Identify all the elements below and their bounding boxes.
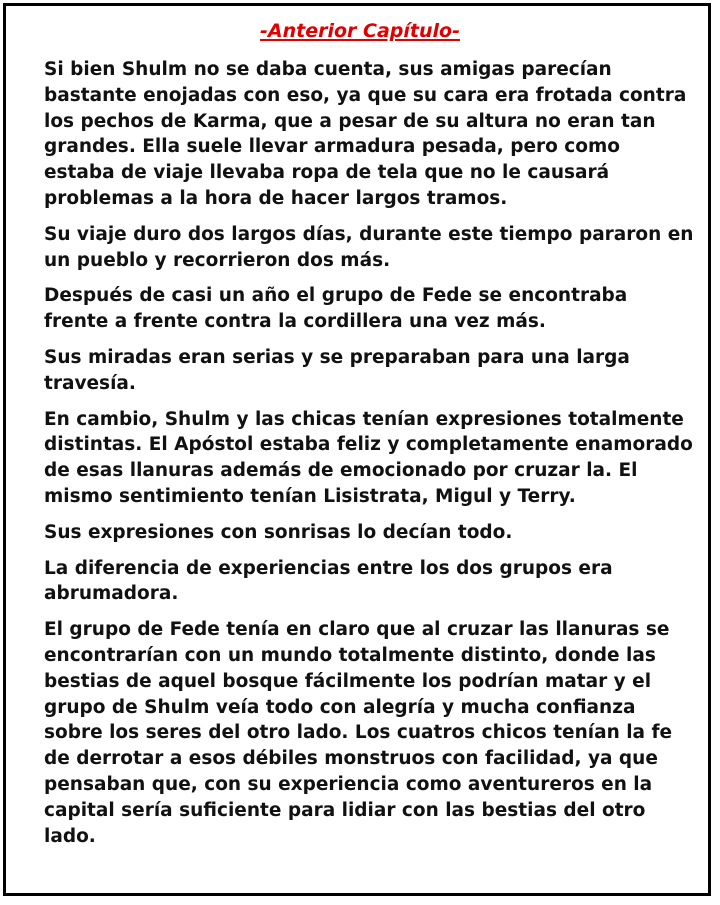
paragraph-6: Sus expresiones con sonrisas lo decían todo. bbox=[44, 521, 513, 543]
paragraph-3: Después de casi un año el grupo de Fede se encontraba frente a frente contra la cordillera una vez más. bbox=[44, 285, 628, 333]
paragraph-1: Si bien Shulm no se daba cuenta, sus amigas parecían bastante enojadas con eso, ya que su cara era frotada contra los pechos de Karma, que a pesar de su altura no eran tan grandes. Ella suele llevar armadura pesada, pero como estaba de viaje llevaba ropa de tela que no le causará problemas a la hora de hacer largos tramos. bbox=[44, 59, 687, 209]
paragraph-5: En cambio, Shulm y las chicas tenían expresiones totalmente distintas. El Apóstol estaba feliz y completamente enamorado de esas llanuras además de emocionado por cruzar la. El mismo sentimiento tenían Lisistrata, Migul y Terry. bbox=[44, 408, 693, 507]
paragraph-2: Su viaje duro dos largos días, durante este tiempo pararon en un pueblo y recorrieron dos más. bbox=[44, 223, 694, 271]
chapter-title: -Anterior Capítulo- bbox=[260, 20, 460, 42]
paragraph-8: El grupo de Fede tenía en claro que al cruzar las llanuras se encontrarían con un mundo totalmente distinto, donde las bestias de aquel bosque fácilmente los podrían matar y el grupo de Shulm veía todo con alegría y mucha confianza sobre los seres del otro lado. Los cuatros chicos tenían la fe de derrotar a esos débiles monstruos con facilidad, ya que pensaban que, con su experiencia como aventureros en la capital sería suficiente para lidiar con las bestias del otro lado. bbox=[44, 619, 673, 847]
body-text bbox=[44, 57, 694, 859]
paragraph-7: La diferencia de experiencias entre los dos grupos era abrumadora. bbox=[44, 557, 613, 605]
paragraph-4: Sus miradas eran serias y se preparaban para una larga travesía. bbox=[44, 346, 630, 394]
